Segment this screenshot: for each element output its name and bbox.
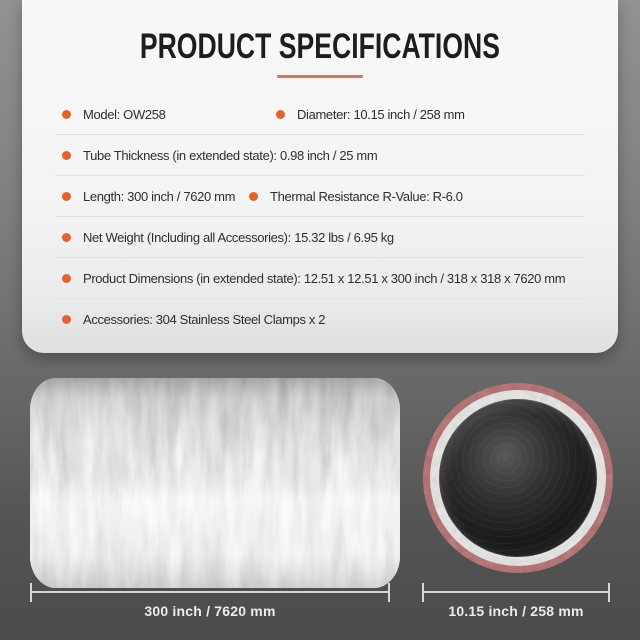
- tube-length-label: 300 inch / 7620 mm: [144, 603, 276, 619]
- bullet-icon: [62, 110, 71, 119]
- spec-list: [55, 94, 585, 339]
- spec-row-net-weight: [55, 217, 585, 258]
- spec-row-accessories: [55, 299, 585, 339]
- page-title: PRODUCT SPECIFICATIONS: [139, 27, 501, 66]
- spec-row-tube-thickness: [55, 135, 585, 176]
- bullet-icon: [62, 315, 71, 324]
- spec-row-dimensions: [55, 258, 585, 299]
- foil-duct-photo: [30, 378, 400, 588]
- duct-end-view-photo: [423, 383, 613, 573]
- bullet-icon: [62, 233, 71, 242]
- spec-card: [22, 0, 618, 353]
- spec-label: Length: 300 inch / 7620 mm: [83, 188, 236, 204]
- bullet-icon: [62, 151, 71, 160]
- spec-item-length: [62, 189, 249, 204]
- spec-label: Accessories: 304 Stainless Steel Clamps x 2: [83, 311, 326, 327]
- spec-row-model-diameter: [55, 94, 585, 135]
- spec-label: Product Dimensions (in extended state): 12.51 x 12.51 x 300 inch / 318 x 318 x 7620 mm: [83, 270, 566, 286]
- bullet-icon: [62, 274, 71, 283]
- spec-label: Diameter: 10.15 inch / 258 mm: [297, 106, 465, 122]
- spec-row-length-rvalue: [55, 176, 585, 217]
- spec-item-rvalue: [249, 189, 463, 204]
- spec-item-dimensions: [62, 271, 565, 286]
- bullet-icon: [276, 110, 285, 119]
- spec-item-diameter: [276, 107, 465, 122]
- spec-label: Tube Thickness (in extended state): 0.98 inch / 25 mm: [83, 147, 378, 163]
- spec-label: Thermal Resistance R-Value: R-6.0: [270, 188, 463, 204]
- spec-item-net-weight: [62, 230, 394, 245]
- end-diameter-dimension-line: [422, 591, 610, 593]
- end-diameter-label: 10.15 inch / 258 mm: [448, 603, 584, 619]
- spec-label: Net Weight (Including all Accessories): 15.32 lbs / 6.95 kg: [83, 229, 394, 245]
- tube-length-dimension-line: [30, 591, 390, 593]
- title-underline: [277, 75, 363, 78]
- bullet-icon: [249, 192, 258, 201]
- spec-item-tube-thickness: [62, 148, 377, 163]
- spec-item-accessories: [62, 312, 325, 327]
- spec-item-model: [62, 107, 276, 122]
- bullet-icon: [62, 192, 71, 201]
- spec-label: Model: OW258: [83, 106, 166, 122]
